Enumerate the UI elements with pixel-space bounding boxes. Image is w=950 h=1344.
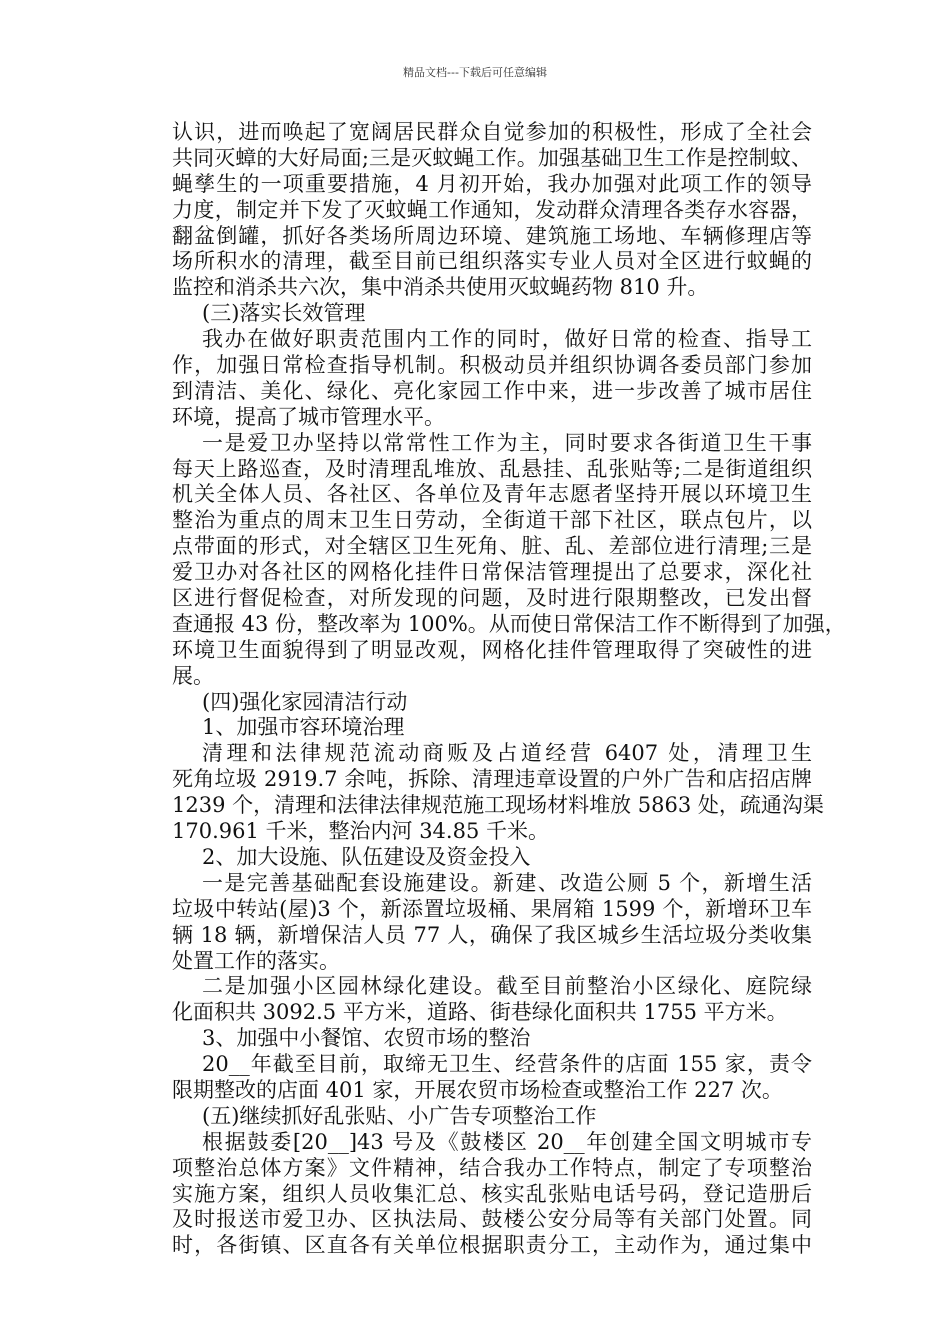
paragraph-line: 垃圾中转站(屋)3 个，新添置垃圾桶、果屑箱 1599 个，新增环卫车 — [172, 896, 812, 921]
paragraph-line: (三)落实长效管理 — [202, 301, 366, 326]
paragraph-line: 二是加强小区园林绿化建设。截至目前整治小区绿化、庭院绿 — [202, 974, 812, 999]
paragraph-line: (四)强化家园清洁行动 — [202, 689, 408, 714]
paragraph-line: 时，各街镇、区直各有关单位根据职责分工，主动作为，通过集中 — [172, 1233, 812, 1258]
paragraph-line: 项整治总体方案》文件精神，结合我办工作特点，制定了专项整治 — [172, 1155, 812, 1180]
paragraph-line: 及时报送市爱卫办、区执法局、鼓楼公安分局等有关部门处置。同 — [172, 1207, 812, 1232]
paragraph-line: 化面积共 3092.5 平方米，道路、街巷绿化面积共 1755 平方米。 — [172, 1000, 788, 1025]
paragraph-line: 整治为重点的周末卫生日劳动，全街道干部下社区，联点包片，以 — [172, 508, 812, 533]
paragraph-line: 20__年截至目前，取缔无卫生、经营条件的店面 155 家，责令 — [202, 1052, 812, 1077]
paragraph-line: 辆 18 辆，新增保洁人员 77 人，确保了我区城乡生活垃圾分类收集 — [172, 922, 812, 947]
paragraph-line: 翻盆倒罐，抓好各类场所周边环境、建筑施工场地、车辆修理店等 — [172, 223, 812, 248]
paragraph-line: 力度，制定并下发了灭蚊蝇工作通知，发动群众清理各类存水容器， — [172, 197, 812, 222]
paragraph-line: 监控和消杀共六次，集中消杀共使用灭蚊蝇药物 810 升。 — [172, 275, 709, 300]
page-header: 精品文档---下载后可任意编辑 — [403, 66, 547, 79]
paragraph-line: 机关全体人员、各社区、各单位及青年志愿者坚持开展以环境卫生 — [172, 482, 812, 507]
paragraph-line: 每天上路巡查，及时清理乱堆放、乱悬挂、乱张贴等;二是街道组织 — [172, 456, 812, 481]
document-body — [172, 120, 846, 1259]
paragraph-line: 170.961 千米，整治内河 34.85 千米。 — [172, 819, 549, 844]
paragraph-line: 3、加强中小餐馆、农贸市场的整治 — [202, 1026, 531, 1051]
paragraph-line: 环境卫生面貌得到了明显改观，网格化挂件管理取得了突破性的进 — [172, 637, 812, 662]
paragraph-line: 查通报 43 份，整改率为 100%。从而使日常保洁工作不断得到了加强， — [172, 611, 846, 636]
paragraph-line: 作，加强日常检查指导机制。积极动员并组织协调各委员部门参加 — [172, 353, 812, 378]
paragraph-line: 一是完善基础配套设施建设。新建、改造公厕 5 个，新增生活 — [202, 870, 812, 895]
paragraph-line: 一是爱卫办坚持以常常性工作为主，同时要求各街道卫生干事 — [202, 430, 812, 455]
paragraph-line: 区进行督促检查，对所发现的问题，及时进行限期整改，已发出督 — [172, 586, 812, 611]
paragraph-line: 共同灭蟑的大好局面;三是灭蚊蝇工作。加强基础卫生工作是控制蚊、 — [172, 145, 812, 170]
paragraph-line: 展。 — [172, 663, 214, 688]
paragraph-line: 实施方案，组织人员收集汇总、核实乱张贴电话号码，登记造册后 — [172, 1181, 812, 1206]
paragraph-line: 环境，提高了城市管理水平。 — [172, 404, 445, 429]
paragraph-line: 处置工作的落实。 — [172, 948, 340, 973]
paragraph-line: 死角垃圾 2919.7 余吨，拆除、清理违章设置的户外广告和店招店牌 — [172, 767, 812, 792]
paragraph-line: 1239 个，清理和法律法律规范施工现场材料堆放 5863 处，疏通沟渠 — [172, 793, 824, 818]
paragraph-line: 清理和法律规范流动商贩及占道经营 6407 处，清理卫生 — [202, 741, 812, 766]
paragraph-line: 爱卫办对各社区的网格化挂件日常保洁管理提出了总要求，深化社 — [172, 560, 812, 585]
paragraph-line: 根据鼓委[20__]43 号及《鼓楼区 20__年创建全国文明城市专 — [202, 1129, 812, 1154]
paragraph-line: 限期整改的店面 401 家，开展农贸市场检查或整治工作 227 次。 — [172, 1077, 783, 1102]
paragraph-line: 我办在做好职责范围内工作的同时，做好日常的检查、指导工 — [202, 327, 812, 352]
paragraph-line: 场所积水的清理，截至目前已组织落实专业人员对全区进行蚊蝇的 — [172, 249, 812, 274]
paragraph-line: (五)继续抓好乱张贴、小广告专项整治工作 — [202, 1103, 597, 1128]
paragraph-line: 2、加大设施、队伍建设及资金投入 — [202, 844, 531, 869]
paragraph-line: 点带面的形式，对全辖区卫生死角、脏、乱、差部位进行清理;三是 — [172, 534, 812, 559]
paragraph-line: 1、加强市容环境治理 — [202, 715, 405, 740]
paragraph-line: 蝇孳生的一项重要措施，4 月初开始，我办加强对此项工作的领导 — [172, 171, 812, 196]
paragraph-line: 认识，进而唤起了宽阔居民群众自觉参加的积极性，形成了全社会 — [172, 120, 812, 144]
paragraph-line: 到清洁、美化、绿化、亮化家园工作中来，进一步改善了城市居住 — [172, 378, 812, 403]
